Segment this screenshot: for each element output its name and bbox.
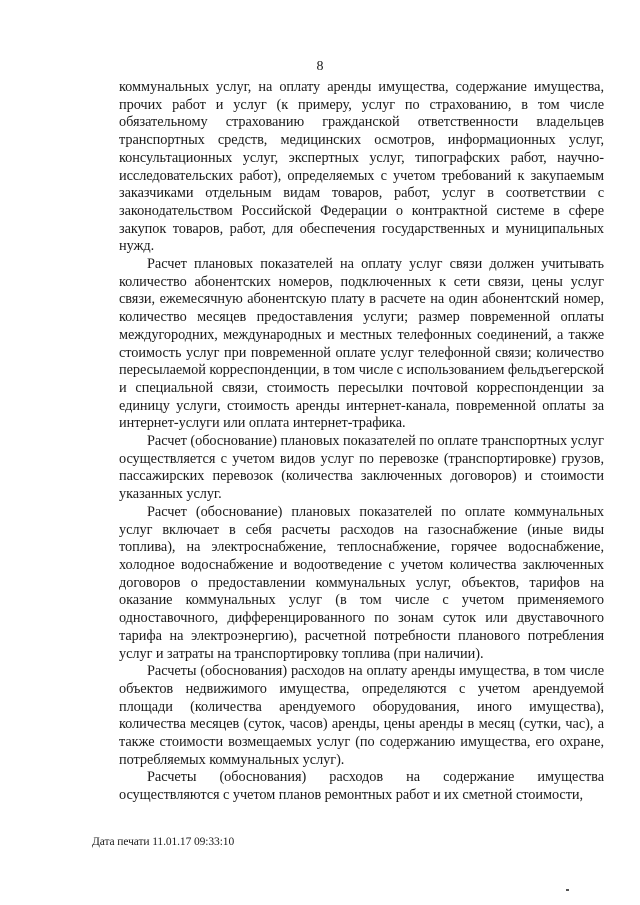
paragraph-utility-services: Расчет (обоснование) плановых показателей по оплате коммунальных услуг включает в себя расчеты расходов на газоснабжение (иные виды топлива), на электроснабжение, теплоснабжение, горячее водоснабжение, холодное водоснабжение и водоотведение с учетом количества заключенных договоров о предоставлении коммунальных услуг, объектов, тарифов на оказание коммунальных услуг (в том числе с учетом применяемого одноставочного, дифференцированного по зонам суток или двуставочного тарифа на электроэнергию), расчетной потребности планового потребления услуг и затраты на транспортировку топлива (при наличии). (119, 503, 604, 662)
paragraph-property-maintenance: Расчеты (обоснования) расходов на содержание имущества осуществляются с учетом планов ремонтных работ и их сметной стоимости, (119, 769, 604, 804)
paragraph-transport-services: Расчет (обоснование) плановых показателей по оплате транспортных услуг осуществляется с учетом видов услуг по перевозке (транспортировке) грузов, пассажирских перевозок (количества заключенных договоров) и стоимости указанных услуг. (119, 433, 604, 503)
page-number: 8 (316, 59, 324, 74)
print-date-footer: Дата печати 11.01.17 09:33:10 (92, 836, 235, 848)
paragraph-continuation: коммунальных услуг, на оплату аренды имущества, содержание имущества, прочих работ и услуг (к примеру, услуг по страхованию, в том числе обязательному страхованию гражданской ответственности владельцев транспортных средств, медицинских осмотров, информационных услуг, консультационных услуг, экспертных услуг, типографских работ, научно-исследовательских работ), определяемых с учетом требований к закупаемым заказчиками отдельным видам товаров, работ, услуг в соответствии с законодательством Российской Федерации о контрактной системе в сфере закупок товаров, работ, для обеспечения государственных и муниципальных нужд. (119, 79, 604, 255)
scan-artifact (566, 889, 569, 891)
paragraph-communication-services: Расчет плановых показателей на оплату услуг связи должен учитывать количество абонентских номеров, подключенных к сети связи, цены услуг связи, ежемесячную абонентскую плату в расчете на один абонентский номер, количество месяцев предоставления услуги; размер повременной оплаты междугородних, международных и местных телефонных соединений, а также стоимость услуг при повременной оплате услуг телефонной связи; количество пересылаемой корреспонденции, в том числе с использованием фельдъегерской и специальной связи, стоимость пересылки почтовой корреспонденции за единицу услуги, стоимость аренды интернет-канала, повременной оплаты за интернет-услуги или оплата интернет-трафика. (119, 256, 604, 432)
paragraph-property-rent: Расчеты (обоснования) расходов на оплату аренды имущества, в том числе объектов недвижимого имущества, определяются с учетом арендуемой площади (количества арендуемого оборудования, иного имущества), количества месяцев (суток, часов) аренды, цены аренды в месяц (сутки, час), а также стоимости возмещаемых услуг (по содержанию имущества, его охране, потребляемых коммунальных услуг). (119, 663, 604, 768)
document-body (119, 79, 604, 805)
